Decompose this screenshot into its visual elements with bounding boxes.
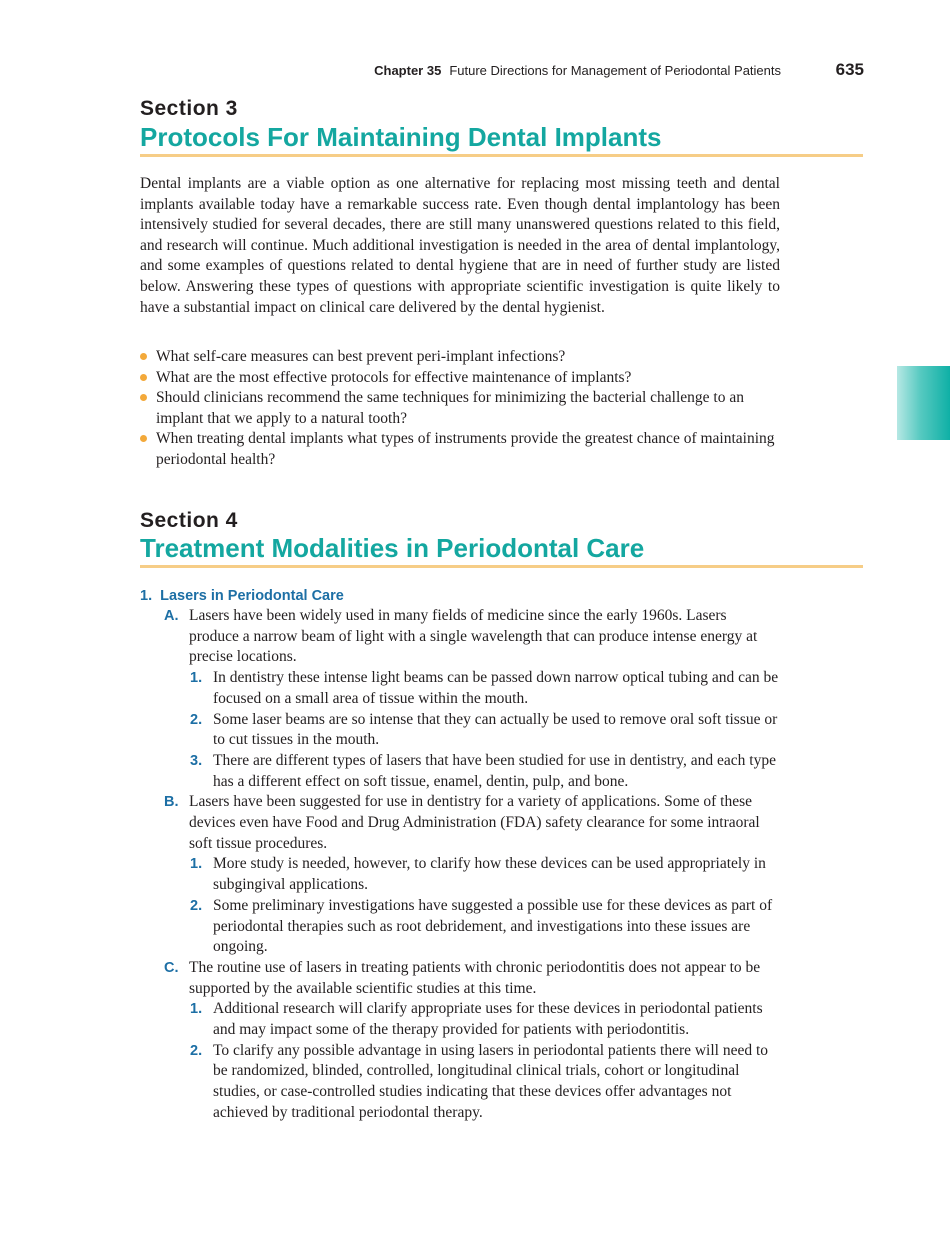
chapter-reference	[374, 63, 781, 78]
outline-subitem	[140, 668, 780, 709]
outline-subitem-marker: 1.	[190, 856, 203, 873]
outline-subitem	[140, 751, 780, 792]
bullet-dot-icon	[140, 394, 147, 401]
bullet-dot-icon	[140, 374, 147, 381]
section-3-label: Section 3	[140, 97, 238, 120]
section-3-bullet-list	[140, 347, 780, 471]
section-3-title: Protocols For Maintaining Dental Implants	[140, 122, 662, 152]
bullet-item	[140, 429, 780, 470]
outline-item	[140, 606, 780, 668]
section-4-label: Section 4	[140, 509, 238, 532]
bullet-item	[140, 347, 780, 368]
outline-subitem-marker: 2.	[190, 711, 203, 728]
outline-item-text: Lasers have been widely used in many fields of medicine since the early 1960s. Lasers produce a narrow beam of light with a single wavelength that can produce intense energy at precise locations.	[189, 607, 758, 666]
outline-item-marker: B.	[164, 794, 179, 811]
section-3-rule	[140, 154, 863, 157]
outline-subitem-marker: 1.	[190, 670, 203, 687]
outline-item-text: The routine use of lasers in treating patients with chronic periodontitis does not appear to be supported by the available scientific studies at this time.	[189, 958, 761, 997]
bullet-dot-icon	[140, 353, 147, 360]
outline-subitem-marker: 3.	[190, 752, 203, 769]
outline-heading-number: 1.	[140, 588, 153, 604]
running-head	[140, 60, 864, 82]
outline-subitem-marker: 2.	[190, 897, 203, 914]
outline-subitem	[140, 999, 780, 1040]
section-4-outline	[140, 585, 780, 1124]
chapter-title: Future Directions for Management of Periodontal Patients	[449, 63, 781, 78]
outline-subitem-text: Some preliminary investigations have suggested a possible use for these devices as part of periodontal therapies such as root debridement, and investigations into these issues are ongoing.	[213, 896, 773, 956]
outline-subitem-text: To clarify any possible advantage in using lasers in periodontal patients there will need to be randomized, blinded, controlled, longitudinal clinical trials, cohort or longitudinal studies, or case-controlled studies indicating that these devices offer advantages not achieved by traditional periodontal therapy.	[213, 1041, 769, 1121]
outline-subitem-marker: 2.	[190, 1042, 203, 1059]
outline-subitem-text: Some laser beams are so intense that they can actually be used to remove oral soft tissue or to cut tissues in the mouth.	[213, 710, 778, 749]
outline-item	[140, 792, 780, 854]
outline-subitem-text: Additional research will clarify appropriate uses for these devices in periodontal patients and may impact some of the therapy provided for patients with periodontitis.	[213, 1000, 763, 1039]
page-number: 635	[835, 60, 864, 79]
section-4-title: Treatment Modalities in Periodontal Care	[140, 533, 645, 563]
outline-item-marker: C.	[164, 959, 179, 976]
outline-item	[140, 958, 780, 999]
bullet-dot-icon	[140, 435, 147, 442]
bullet-text: Should clinicians recommend the same techniques for minimizing the bacterial challenge to an implant that we apply to a natural tooth?	[156, 389, 744, 427]
bullet-item	[140, 388, 780, 429]
outline-items	[140, 606, 780, 1124]
section-3-paragraph: Dental implants are a viable option as one alternative for replacing most missing teeth and dental implants available today have a remarkable success rate. Even though dental implantology has been intensively studied for several decades, there are still many unanswered questions related to this field, and research will continue. Much additional investigation is needed in the area of dental implantology, and some examples of questions related to dental hygiene that are in need of further study are listed below. Answering these types of questions with appropriate scientific investigation is quite likely to have a substantial impact on clinical care delivered by the dental hygienist.	[140, 175, 780, 316]
outline-subitem	[140, 896, 780, 958]
outline-subitem	[140, 710, 780, 751]
outline-subitem-marker: 1.	[190, 1001, 203, 1018]
outline-heading	[140, 586, 780, 606]
chapter-label: Chapter 35	[374, 63, 442, 78]
bullet-text: What are the most effective protocols for effective maintenance of implants?	[156, 368, 632, 386]
outline-subitem-text: In dentistry these intense light beams can be passed down narrow optical tubing and can be focused on a small area of tissue within the mouth.	[213, 669, 779, 707]
outline-item-text: Lasers have been suggested for use in dentistry for a variety of applications. Some of these devices even have Food and Drug Administration (FDA) safety clearance for some intraoral soft tissue procedures.	[189, 793, 760, 852]
outline-subitem-text: There are different types of lasers that have been studied for use in dentistry, and each type has a different effect on soft tissue, enamel, dentin, pulp, and bone.	[213, 751, 776, 790]
bullet-item	[140, 368, 780, 389]
outline-subitem	[140, 854, 780, 895]
bullet-text: What self-care measures can best prevent peri-implant infections?	[156, 348, 566, 365]
outline-item-marker: A.	[164, 608, 179, 624]
bullet-text: When treating dental implants what types of instruments provide the greatest chance of maintaining periodontal health?	[156, 430, 775, 468]
chapter-thumb-tab	[897, 366, 950, 440]
outline-subitem	[140, 1041, 780, 1124]
outline-heading-text: Lasers in Periodontal Care	[160, 588, 344, 604]
outline-subitem-text: More study is needed, however, to clarify how these devices can be used appropriately in subgingival applications.	[213, 855, 766, 894]
section-4-rule	[140, 565, 863, 568]
